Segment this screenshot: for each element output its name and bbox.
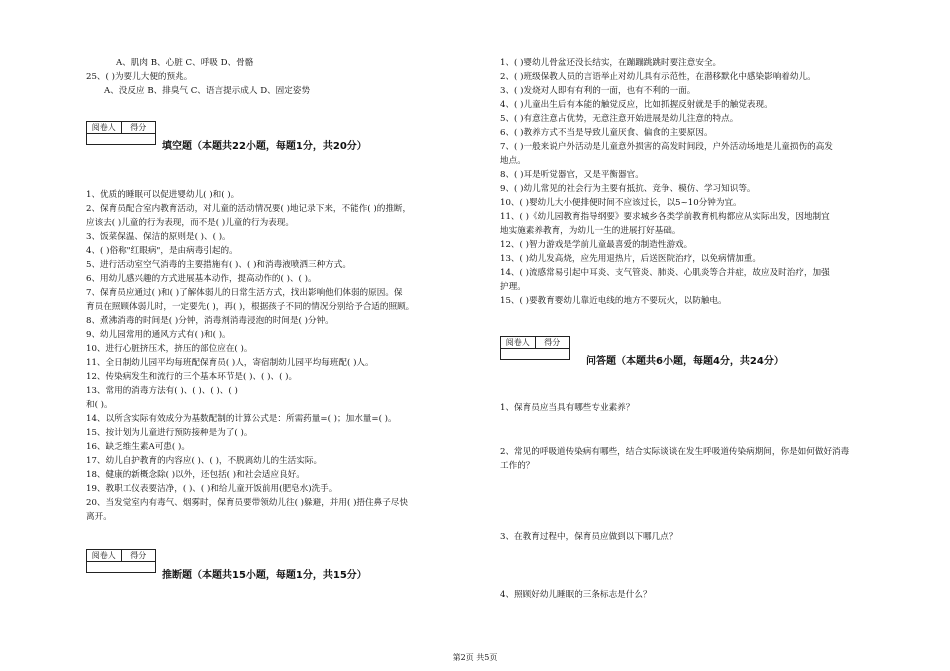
judge-item: 地实施素养教育，为幼儿一生的进展打好基础。 [500,226,681,236]
fill-item: 8、煮沸消毒的时间是( )分钟，消毒剂消毒浸泡的时间是( )分钟。 [86,316,334,326]
qa-question: 工作的？ [500,461,535,471]
judge-item: 15、( )要教育婴幼儿靠近电线的地方不要玩火，以防触电。 [500,296,727,306]
judge-item: 8、( )耳是听觉器官，又是平衡器官。 [500,170,644,180]
fill-item: 育员在照顾体弱儿时，一定要先( )，再( )，根据孩子不同的情况分别给予合适的照顾。 [86,302,415,312]
fill-item: 17、幼儿自护教育的内容应( )、( )，不脱离幼儿的生活实际。 [86,456,323,466]
fill-item: 14、以所含实际有效成分为基数配制的计算公式是：所需药量=( )；加水量=( )。 [86,414,397,424]
question-25-stem: 25、( )为要儿大便的预兆。 [86,72,193,82]
grader-label: 阅卷人 [501,337,535,349]
fill-item: 2、保育员配合室内教育活动，对儿童的活动情况要( )地记录下来，不能作( )的推断， [86,204,412,214]
fill-item: 1、优质的睡眠可以促进婴幼儿( )和( )。 [86,190,240,200]
qa-question: 1、保育员应当具有哪些专业素养？ [500,403,635,413]
judge-item: 13、( )幼儿发高烧，应先用退热片，后送医院治疗，以免病情加重。 [500,254,761,264]
judge-score-box [86,549,156,573]
question-24-options: A、肌肉 B、心脏 C、呼吸 D、骨骼 [116,58,254,68]
judge-item: 护理。 [500,282,526,292]
judge-section-title: 推断题（本题共15小题，每题1分，共15分） [162,570,367,581]
score-label: 得分 [535,337,570,349]
qa-question: 4、照顾好幼儿睡眠的三条标志是什么？ [500,590,652,600]
fill-item: 12、传染病发生和流行的三个基本环节是( )、( )、( )。 [86,372,298,382]
score-label: 得分 [121,550,156,562]
fill-item: 15、按计划为儿童进行预防接种是为了( )。 [86,428,253,438]
fill-item: 离开。 [86,512,112,522]
fill-item: 19、教职工仪表要洁净，( )、( )和给儿童开饭前用(肥皂水)洗手。 [86,484,338,494]
judge-item: 7、( )一般来说户外活动是儿童意外损害的高发时间段，户外活动场地是儿童损伤的高发 [500,142,833,152]
fill-item: 5、进行活动室空气消毒的主要措施有( )、( )和消毒液喷洒三种方式。 [86,260,351,270]
fill-item: 6、用幼儿感兴趣的方式进展基本动作，提高动作的( )、( )。 [86,274,317,284]
fill-item: 应该去( )儿童的行为表现，而不是( )儿童的行为表现。 [86,218,294,228]
judge-item: 地点。 [500,156,526,166]
grader-label: 阅卷人 [87,550,121,562]
judge-item: 10、( )婴幼儿大小便排便时间不应该过长，以5~10分钟为宜。 [500,198,742,208]
qa-question: 2、常见的呼吸道传染病有哪些，结合实际谈谈在发生呼吸道传染病期间，你是如何做好消毒 [500,447,850,457]
fill-item: 20、当发觉室内有毒气、烟雾时，保育员要带领幼儿往( )躲避，并用( )捂住鼻子尽快 [86,498,408,508]
question-25-options: A、没反应 B、排臭气 C、语言提示成人 D、固定姿势 [104,86,311,96]
judge-item: 6、( )教养方式不当是导致儿童厌食、偏食的主要原因。 [500,128,713,138]
judge-item: 5、( )有意注意占优势，无意注意开始进展是幼儿注意的特点。 [500,114,739,124]
fill-item: 和( )。 [86,400,113,410]
fill-item: 13、常用的消毒方法有( )、( )、( )、( ) [86,386,238,396]
judge-item: 11、( )《幼儿园教育指导纲要》要求城乡各类学前教育机构都应从实际出发，因地制宜 [500,212,830,222]
fill-score-box [86,121,156,145]
score-label: 得分 [121,122,156,134]
fill-item: 10、进行心脏挤压术，挤压的部位应在( )。 [86,344,253,354]
fill-item: 4、( )俗称"红眼病"，是由病毒引起的。 [86,246,238,256]
fill-item: 7、保育员应通过( )和( )了解体弱儿的日常生活方式，找出影响他们体弱的原因。保 [86,288,403,298]
fill-item: 16、缺乏维生素A可患( )。 [86,442,190,452]
fill-item: 9、幼儿园常用的通风方式有( )和( )。 [86,330,231,340]
qa-question: 3、在教育过程中，保育员应做到以下哪几点？ [500,532,678,542]
judge-item: 4、( )儿童出生后有本能的触觉反应，比如抓握反射就是手的触觉表现。 [500,100,773,110]
fill-item: 3、饭菜保温、保洁的原则是( )、( )。 [86,232,231,242]
grader-label: 阅卷人 [87,122,121,134]
judge-item: 2、( )班级保教人员的言语举止对幼儿具有示范性，在潜移默化中感染影响着幼儿。 [500,72,816,82]
fill-item: 18、健康的新概念除( )以外，还包括( )和社会适应良好。 [86,470,305,480]
fill-item: 11、全日制幼儿园平均每班配保育员( )人，寄宿制幼儿园平均每班配( )人。 [86,358,374,368]
qa-section-title: 问答题（本题共6小题，每题4分，共24分） [586,356,784,367]
judge-item: 9、( )幼儿常见的社会行为主要有抵抗、竞争、模仿、学习知识等。 [500,184,756,194]
fill-section-title: 填空题（本题共22小题，每题1分，共20分） [162,141,367,152]
judge-item: 12、( )智力游戏是学前儿童最喜爱的制造性游戏。 [500,240,693,250]
judge-item: 14、( )流感常易引起中耳炎、支气管炎、肺炎、心肌炎等合并症，故应及时治疗，加强 [500,268,830,278]
qa-score-box [500,336,570,360]
judge-item: 3、( )发烧对人即有有利的一面，也有不利的一面。 [500,86,696,96]
page-number: 第2页 共5页 [452,653,498,662]
judge-item: 1、( )婴幼儿骨盆还没长结实，在蹦蹦跳跳时要注意安全。 [500,58,722,68]
